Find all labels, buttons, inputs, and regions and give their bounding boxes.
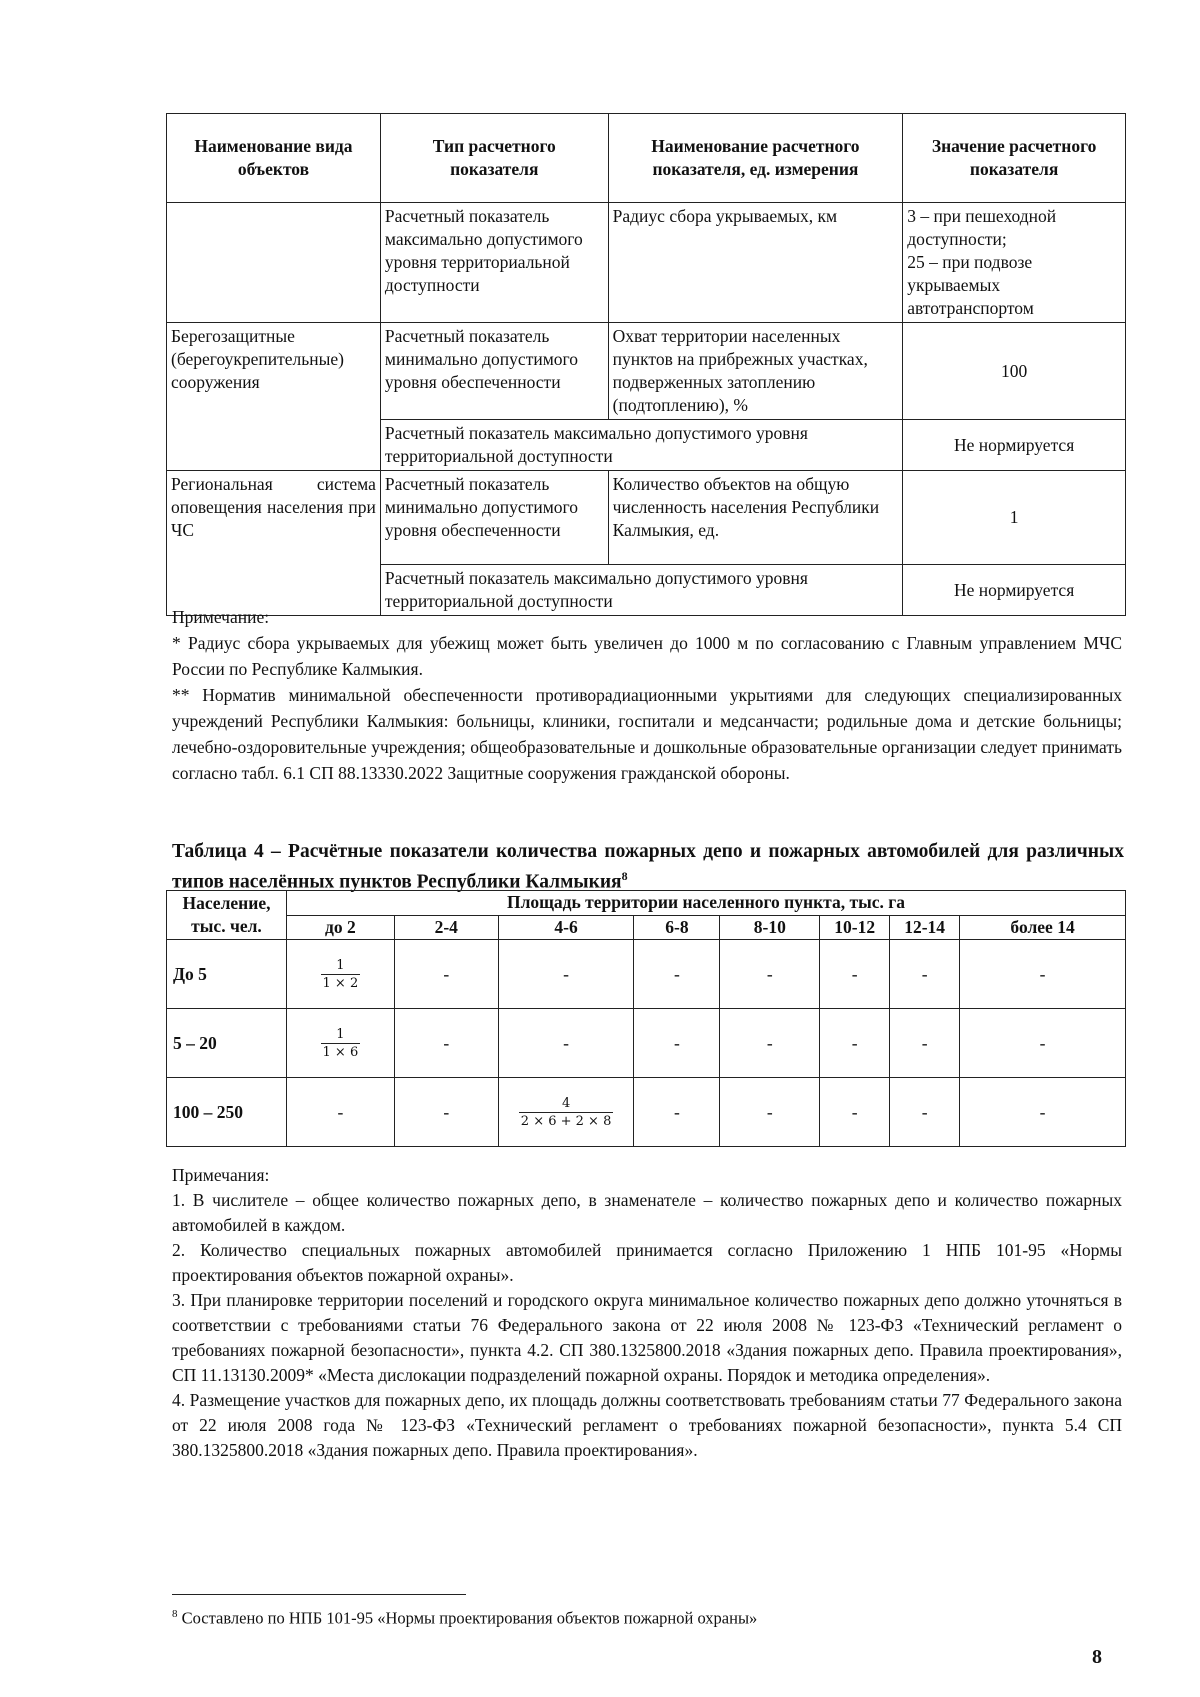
row-label: 5 – 20 xyxy=(167,1009,287,1078)
cell: - xyxy=(960,1009,1126,1078)
table-4-notes xyxy=(172,1163,1122,1463)
table-header-row xyxy=(167,114,1126,203)
table-4-title: Таблица 4 – Расчётные показатели количества пожарных депо и пожарных автомобилей для различных типов населённых пунктов Республики Калмыкия$^8$ xyxy=(172,841,1124,893)
footnote-separator xyxy=(172,1594,466,1595)
column-header: 12-14 xyxy=(890,915,960,940)
cell xyxy=(286,940,394,1009)
cell: - xyxy=(720,940,820,1009)
footnote xyxy=(172,1603,757,1630)
cell: - xyxy=(498,1009,634,1078)
column-header: более 14 xyxy=(960,915,1126,940)
row-label: 100 – 250 xyxy=(167,1078,287,1147)
table-row xyxy=(167,323,1126,420)
table-row xyxy=(167,203,1126,323)
cell: - xyxy=(634,940,720,1009)
cell: - xyxy=(820,1078,890,1147)
table-header-row xyxy=(167,891,1126,916)
cell: - xyxy=(634,1009,720,1078)
cell: - xyxy=(890,1078,960,1147)
footnote-ref: 8 xyxy=(621,869,628,883)
cell-name: Радиус сбора укрываемых, км xyxy=(608,203,903,323)
fraction: $\frac{1}{1 \times 6}$ xyxy=(322,1026,359,1060)
notes-title: Примечание: xyxy=(172,607,270,627)
cell: - xyxy=(394,1009,498,1078)
note-item: 2. Количество специальных пожарных автомобилей принимается согласно Приложению 1 НПБ 101-95 «Нормы проектирования объектов пожарной охраны». xyxy=(172,1240,1122,1285)
column-header: 8-10 xyxy=(720,915,820,940)
header-indicator-value: Значение расчетного показателя xyxy=(903,114,1126,203)
cell-value: Не нормируется xyxy=(903,420,1126,471)
cell: - xyxy=(498,940,634,1009)
header-population: Население, тыс. чел. xyxy=(167,891,287,940)
cell-type: Расчетный показатель минимально допустимого уровня обеспеченности xyxy=(380,323,608,420)
page-number: 8 xyxy=(1092,1646,1102,1668)
cell: - xyxy=(394,1078,498,1147)
note-item: 1. В числителе – общее количество пожарных депо, в знаменателе – количество пожарных депо и количество пожарных автомобилей в каждом. xyxy=(172,1190,1122,1235)
header-indicator-type: Тип расчетного показателя xyxy=(380,114,608,203)
header-indicator-name: Наименование расчетного показателя, ед. измерения xyxy=(608,114,903,203)
cell: - xyxy=(890,1009,960,1078)
row-label: До 5 xyxy=(167,940,287,1009)
footnote-mark: 8 xyxy=(172,1608,178,1620)
note-item: * Радиус сбора укрываемых для убежищ может быть увеличен до 1000 м по согласованию с Главным управлением МЧС России по Республике Калмыкия. xyxy=(172,633,1122,679)
cell-value: 100 xyxy=(903,323,1126,420)
table-header-row xyxy=(167,915,1126,940)
cell: - xyxy=(960,940,1126,1009)
header-area-group: Площадь территории населенного пункта, тыс. га xyxy=(286,891,1125,916)
cell: - xyxy=(820,1009,890,1078)
cell xyxy=(286,1009,394,1078)
note-item: ** Норматив минимальной обеспеченности противорадиационными укрытиями для следующих специализированных учреждений Республики Калмыкия: больницы, клиники, госпитали и медсанчасти; родильные дома и детские больницы; лечебно-оздоровительные учреждения; общеобразовательные и дошкольные образовательные организации следует принимать согласно табл. 6.1 СП 88.13330.2022 Защитные сооружения гражданской обороны. xyxy=(172,685,1122,783)
cell-type: Расчетный показатель максимально допустимого уровня территориальной доступности xyxy=(380,203,608,323)
cell: - xyxy=(820,940,890,1009)
cell-object xyxy=(167,203,381,323)
cell-type: Расчетный показатель минимально допустимого уровня обеспеченности xyxy=(380,471,608,565)
cell-value: 3 – при пешеходной доступности; 25 – при подвозе укрываемых автотранспортом xyxy=(903,203,1126,323)
cell: - xyxy=(960,1078,1126,1147)
cell xyxy=(498,1078,634,1147)
table-row xyxy=(167,471,1126,565)
indicators-table xyxy=(166,113,1126,616)
column-header: 2-4 xyxy=(394,915,498,940)
table-row xyxy=(167,940,1126,1009)
cell-name: Охват территории населенных пунктов на прибрежных участках, подверженных затоплению (подтоплению), % xyxy=(608,323,903,420)
cell-name: Количество объектов на общую численность населения Республики Калмыкия, ед. xyxy=(608,471,903,565)
cell: - xyxy=(720,1009,820,1078)
header-object-kind: Наименование вида объектов xyxy=(167,114,381,203)
column-header: до 2 xyxy=(286,915,394,940)
note-item: 3. При планировке территории поселений и городского округа минимальное количество пожарных депо должно уточняться в соответствии с требованиями статьи 76 Федерального закона от 22 июля 2008 № 123-ФЗ «Технический регламент о требованиях пожарной безопасности», пункта 4.2. СП 380.1325800.2018 «Здания пожарных депо. Правила проектирования», СП 11.13130.2009* «Места дислокации подразделений пожарной охраны. Порядок и методика определения». xyxy=(172,1290,1122,1385)
cell-value: Не нормируется xyxy=(903,565,1126,616)
cell-merged-type: Расчетный показатель максимально допустимого уровня территориальной доступности xyxy=(380,565,902,616)
fraction: $\frac{4}{2 \times 6 + 2 \times 8}$ xyxy=(520,1095,612,1129)
column-header: 10-12 xyxy=(820,915,890,940)
cell-object: Берегозащитные (берегоукрепительные) сооружения xyxy=(167,323,381,471)
cell-value: 1 xyxy=(903,471,1126,565)
cell: - xyxy=(286,1078,394,1147)
cell-merged-type: Расчетный показатель максимально допустимого уровня территориальной доступности xyxy=(380,420,902,471)
table-row xyxy=(167,1078,1126,1147)
fraction: $\frac{1}{1 \times 2}$ xyxy=(322,957,359,991)
cell-object: Региональная система оповещения населения при ЧС xyxy=(167,471,381,616)
notes-title: Примечания: xyxy=(172,1165,270,1185)
footnote-text: Составлено по НПБ 101-95 «Нормы проектирования объектов пожарной охраны» xyxy=(181,1608,758,1628)
note-item: 4. Размещение участков для пожарных депо, их площадь должны соответствовать требованиям статьи 77 Федерального закона от 22 июля 2008 года № 123-ФЗ «Технический регламент о требованиях пожарной безопасности», пункта 5.4 СП 380.1325800.2018 «Здания пожарных депо. Правила проектирования». xyxy=(172,1390,1122,1460)
column-header: 6-8 xyxy=(634,915,720,940)
table-row xyxy=(167,1009,1126,1078)
cell: - xyxy=(634,1078,720,1147)
cell: - xyxy=(394,940,498,1009)
table-notes xyxy=(172,604,1122,786)
cell: - xyxy=(890,940,960,1009)
fire-depot-table xyxy=(166,890,1126,1147)
cell: - xyxy=(720,1078,820,1147)
column-header: 4-6 xyxy=(498,915,634,940)
